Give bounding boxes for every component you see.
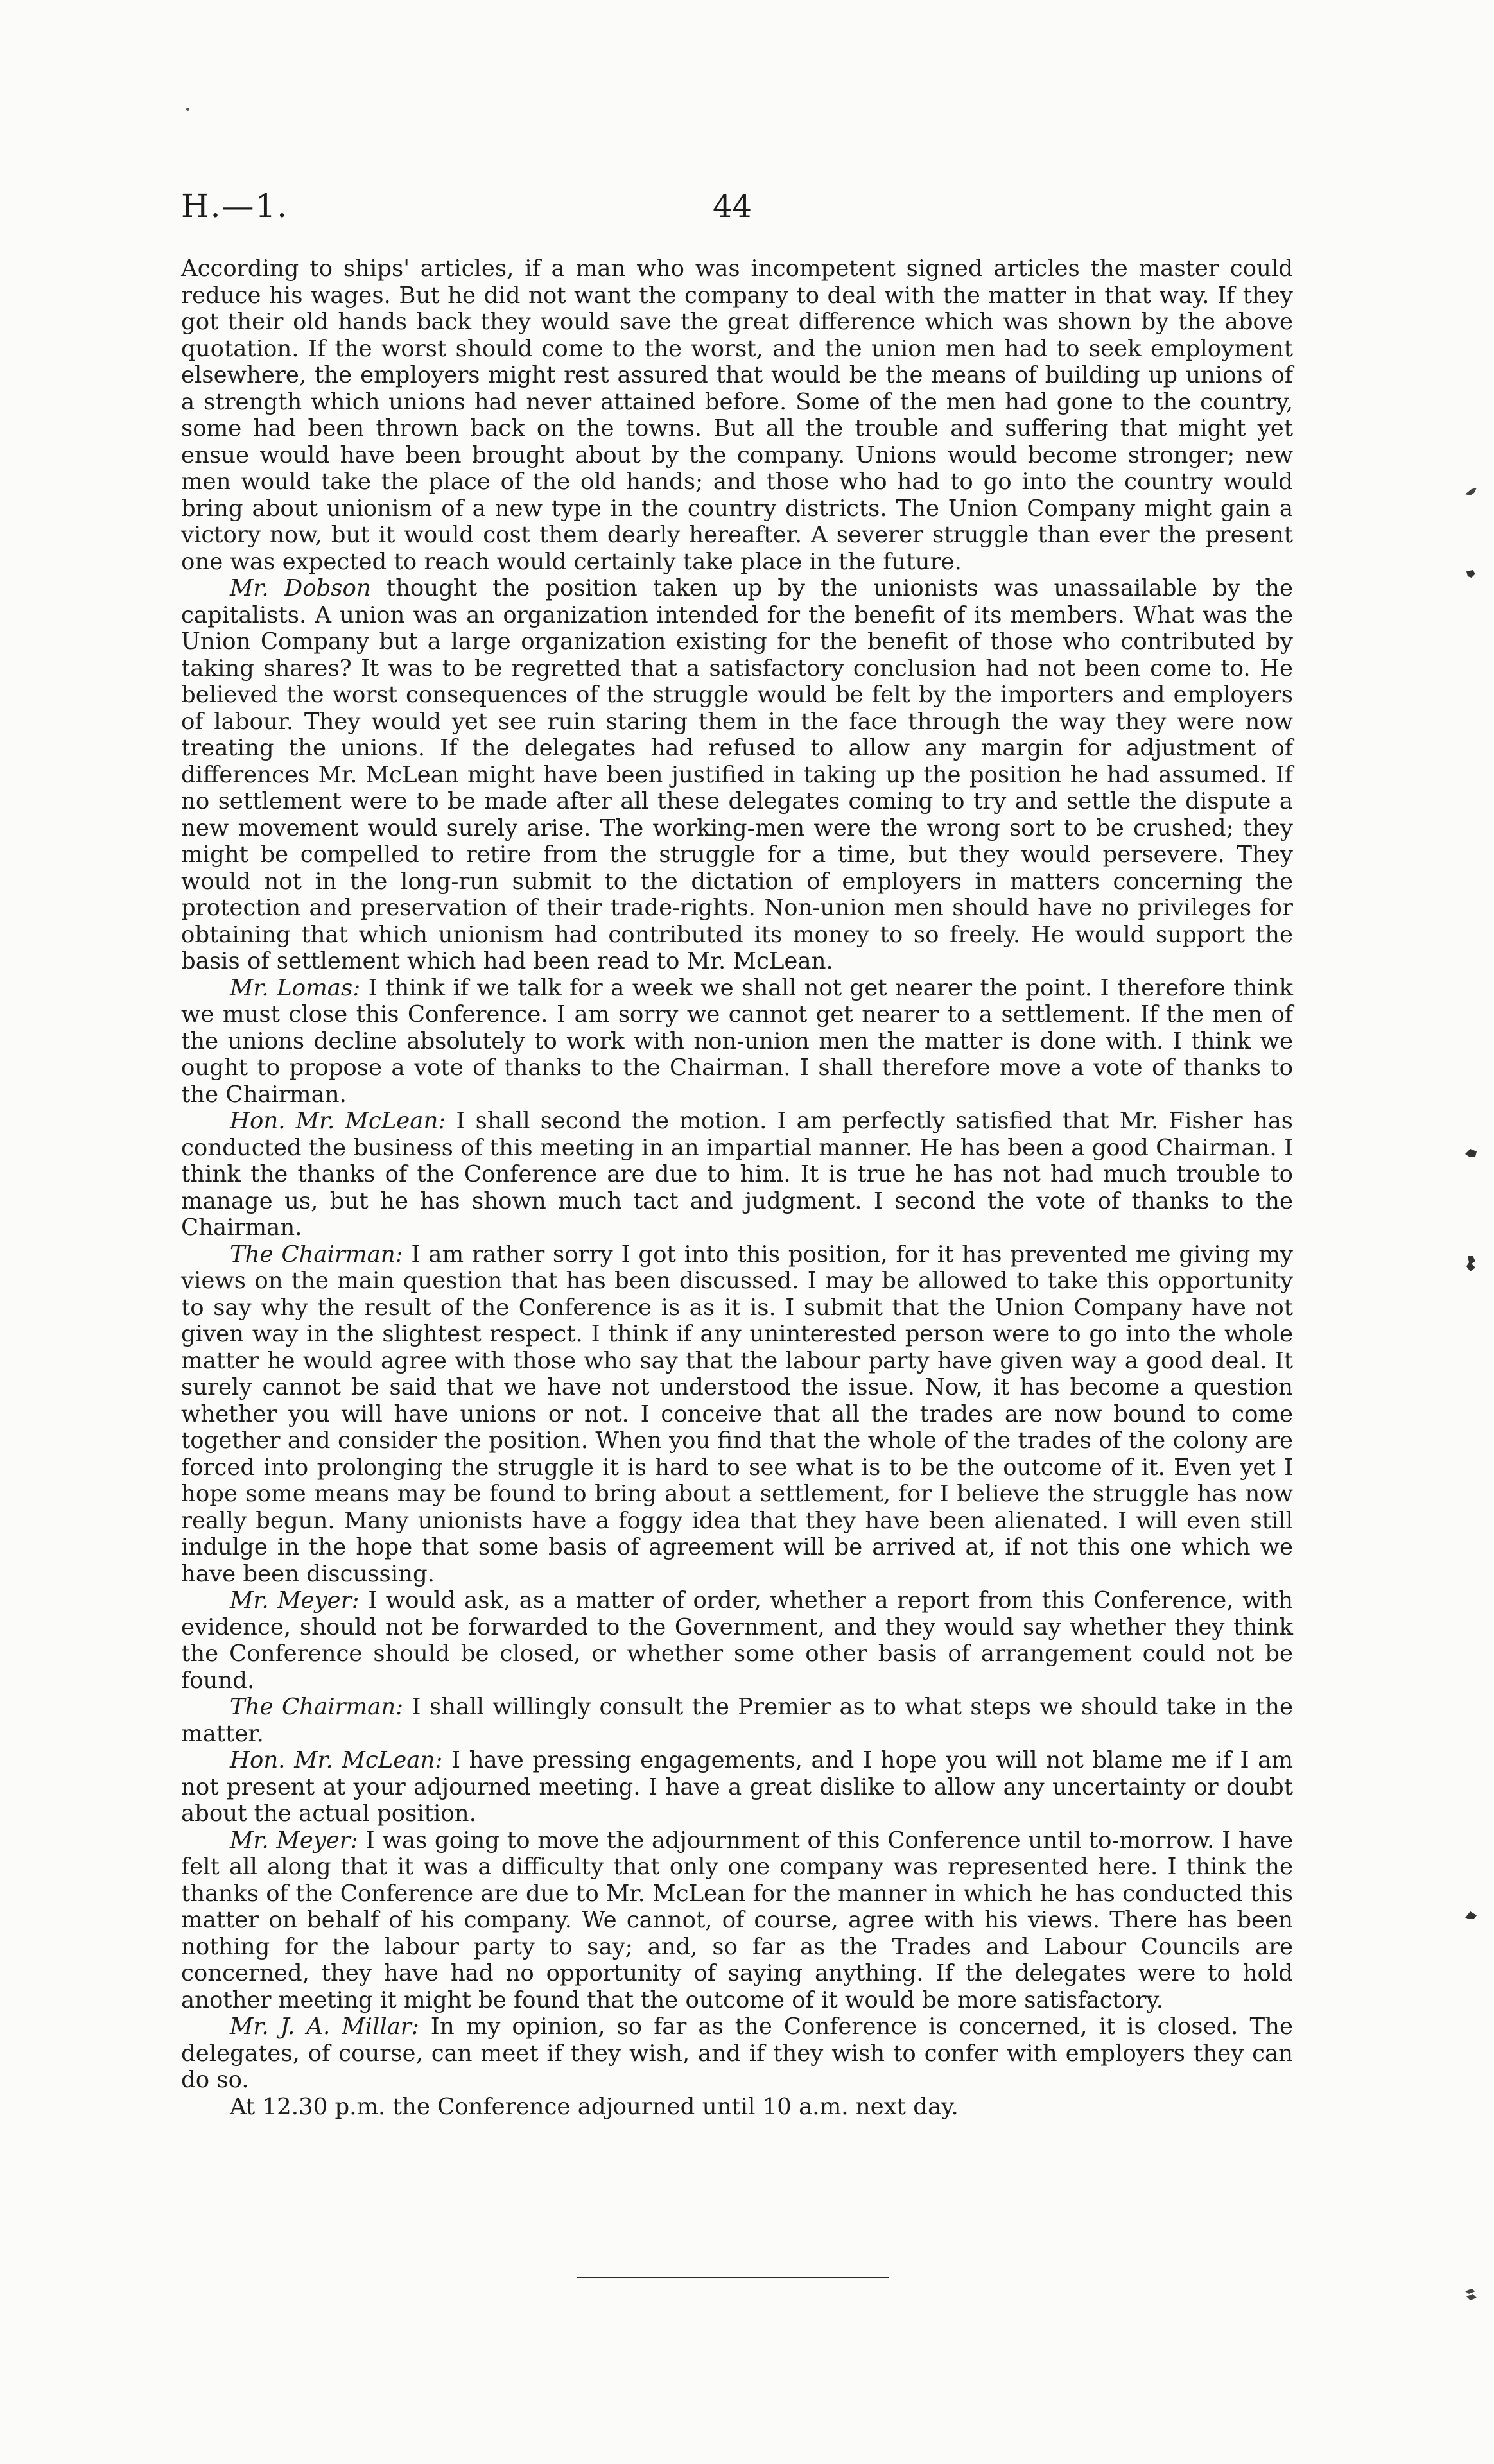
paragraph-text: I shall willingly consult the Premier as to what steps we should take in the matter. [181, 1694, 1293, 1747]
paragraph-millar [181, 2013, 1293, 2094]
paragraph-text: According to ships' articles, if a man who was incompetent signed articles the master could reduce his wages. But he did not want the company to deal with the matter in that way. If they got their old hands back they would save the great difference which was shown by the above quotation. If the worst should come to the worst, and the union men had to seek employment elsewhere, the employers might rest assured that would be the means of building up unions of a strength which unions had never attained before. Some of the men had gone to the country, some had been thrown back on the towns. But all the trouble and suffering that might yet ensue would have been brought about by the company. Unions would become stronger; new men would take the place of the old hands; and those who had to go into the country would bring about unionism of a new type in the country districts. The Union Company might gain a victory now, but it would cost them dearly hereafter. A severer struggle than ever the present one was expected to reach would certainly take place in the future. [181, 255, 1293, 575]
end-rule-divider [577, 2277, 889, 2278]
margin-arrow-icon [1464, 1255, 1478, 1265]
paragraph-text: At 12.30 p.m. the Conference adjourned until 10 a.m. next day. [230, 2093, 959, 2120]
paragraph-mclean-2 [181, 1747, 1293, 1827]
speaker-name: Mr. Lomas: [230, 974, 361, 1001]
paragraph-meyer-2 [181, 1827, 1293, 2014]
stray-ink-dot [186, 108, 189, 111]
speaker-name: Mr. J. A. Millar: [230, 2013, 419, 2040]
paragraph-adjournment [181, 2094, 1293, 2121]
paragraph-continuation [181, 255, 1293, 575]
margin-arrow-icon [1464, 487, 1478, 497]
margin-arrow-icon [1464, 1910, 1478, 1920]
paragraph-text: I am rather sorry I got into this position, for it has prevented me giving my views on the main question that has been discussed. I may be allowed to take this opportunity to say why the result of the Conference is as it is. I submit that the Union Company have not given way in the slightest respect. I think if any uninterested person were to go into the whole matter he would agree with those who say that the labour party have given way a good deal. It surely cannot be said that we have not understood the issue. Now, it has become a question whether you will have unions or not. I conceive that all the trades are now bound to come together and consider the position. When you find that the whole of the trades of the colony are forced into prolonging the struggle it is hard to see what is to be the outcome of it. Even yet I hope some means may be found to bring about a settlement, for I believe the struggle has now really begun. Many unionists have a foggy idea that they have been alienated. I will even still indulge in the hope that some basis of agreement will be arrived at, if not this one which we have been discussing. [181, 1241, 1293, 1587]
document-code: H.—1. [181, 187, 289, 225]
paragraph-text: I was going to move the adjournment of this Conference until to-morrow. I have felt all along that it was a difficulty that only one company was represented here. I think the thanks of the Conference are due to Mr. McLean for the manner in which he has conducted this matter on behalf of his company. We cannot, of course, agree with his views. There has been nothing for the labour party to say; and, so far as the Trades and Labour Councils are concerned, they have had no opportunity of saying anything. If the delegates were to hold another meeting it might be found that the outcome of it would be more satisfactory. [181, 1827, 1293, 2013]
paragraph-text: thought the position taken up by the unionists was unassailable by the capitalists. A union was an organization intended for the benefit of its members. What was the Union Company but a large organization existing for the benefit of those who contributed by taking shares? It was to be regretted that a satisfactory conclusion had not been come to. He believed the worst consequences of the struggle would be felt by the importers and employers of labour. They would yet see ruin staring them in the face through the way they were now treating the unions. If the delegates had refused to allow any margin for adjustment of differences Mr. McLean might have been justified in taking up the position he had assumed. If no settlement were to be made after all these delegates coming to try and settle the dispute a new movement would surely arise. The working-men were the wrong sort to be crushed; they might be compelled to retire from the struggle for a time, but they would persevere. They would not in the long-run submit to the dictation of employers in matters concerning the protection and preservation of their trade-rights. Non-union men should have no privileges for obtaining that which unionism had contributed its money to so freely. He would support the basis of settlement which had been read to Mr. McLean. [181, 575, 1293, 974]
speaker-name: Hon. Mr. McLean: [230, 1108, 446, 1134]
speaker-name: Mr. Meyer: [230, 1827, 358, 1854]
speaker-name: The Chairman: [230, 1694, 404, 1720]
paragraph-chairman-1 [181, 1241, 1293, 1588]
paragraph-text: I have pressing engagements, and I hope you will not blame me if I am not present at your adjourned meeting. I have a great dislike to allow any uncertainty or doubt about the actual position. [181, 1747, 1293, 1827]
paragraph-meyer-1 [181, 1587, 1293, 1694]
paragraph-lomas [181, 975, 1293, 1108]
speaker-name: Hon. Mr. McLean: [230, 1747, 443, 1773]
margin-arrow-icon [1464, 569, 1478, 579]
body-text [181, 255, 1293, 2120]
paragraph-mclean-1 [181, 1108, 1293, 1241]
speaker-name: Mr. Meyer: [230, 1587, 360, 1614]
paragraph-text: I shall second the motion. I am perfectly satisfied that Mr. Fisher has conducted the business of this meeting in an impartial manner. He has been a good Chairman. I think the thanks of the Conference are due to him. It is true he has not had much trouble to manage us, but he has shown much tact and judgment. I second the vote of thanks to the Chairman. [181, 1108, 1293, 1241]
paragraph-chairman-2 [181, 1694, 1293, 1747]
margin-arrow-icon [1464, 2287, 1478, 2298]
page-number: 44 [713, 189, 752, 225]
paragraph-dobson [181, 575, 1293, 975]
speaker-name: The Chairman: [230, 1241, 403, 1268]
paragraph-text: I think if we talk for a week we shall not get nearer the point. I therefore think we must close this Conference. I am sorry we cannot get nearer to a settlement. If the men of the unions decline absolutely to work with non-union men the matter is done with. I think we ought to propose a vote of thanks to the Chairman. I shall therefore move a vote of thanks to the Chairman. [181, 974, 1293, 1108]
paragraph-text: In my opinion, so far as the Conference is concerned, it is closed. The delegates, of course, can meet if they wish, and if they wish to confer with employers they can do so. [181, 2013, 1293, 2093]
speaker-name: Mr. Dobson [230, 575, 371, 601]
margin-arrow-icon [1464, 1148, 1478, 1158]
paragraph-text: I would ask, as a matter of order, whether a report from this Conference, with evidence, should not be forwarded to the Government, and they would say whether they think the Conference should be closed, or whether some other basis of arrangement could not be found. [181, 1587, 1293, 1694]
